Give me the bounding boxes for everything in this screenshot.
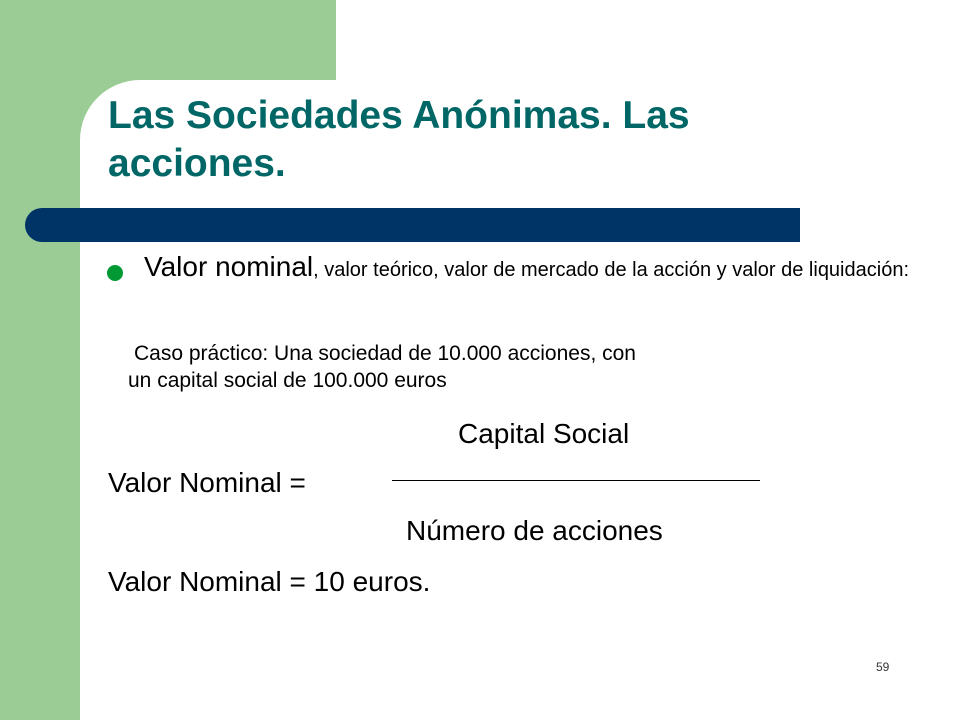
formula-denominator: Número de acciones — [406, 515, 663, 546]
case-study — [128, 340, 908, 394]
case-line-2: un capital social de 100.000 euros — [128, 369, 447, 392]
slide-title: Las Sociedades Anónimas. Las acciones. — [108, 94, 690, 185]
formula-numerator: Capital Social — [458, 418, 630, 449]
formula-result: Valor Nominal = 10 euros. — [108, 566, 431, 597]
bullet-rest: , valor teórico, valor de mercado de la acción y valor de liquidación: — [313, 259, 909, 281]
bullet-lead: Valor nominal — [144, 251, 314, 282]
page-number: 59 — [876, 660, 890, 674]
bullet-item — [144, 252, 914, 285]
case-line-1: Caso práctico: Una sociedad de 10.000 acciones, con — [134, 342, 636, 365]
fraction-line — [392, 480, 760, 481]
bullet-icon — [107, 265, 123, 281]
formula-label: Valor Nominal = — [108, 467, 306, 498]
